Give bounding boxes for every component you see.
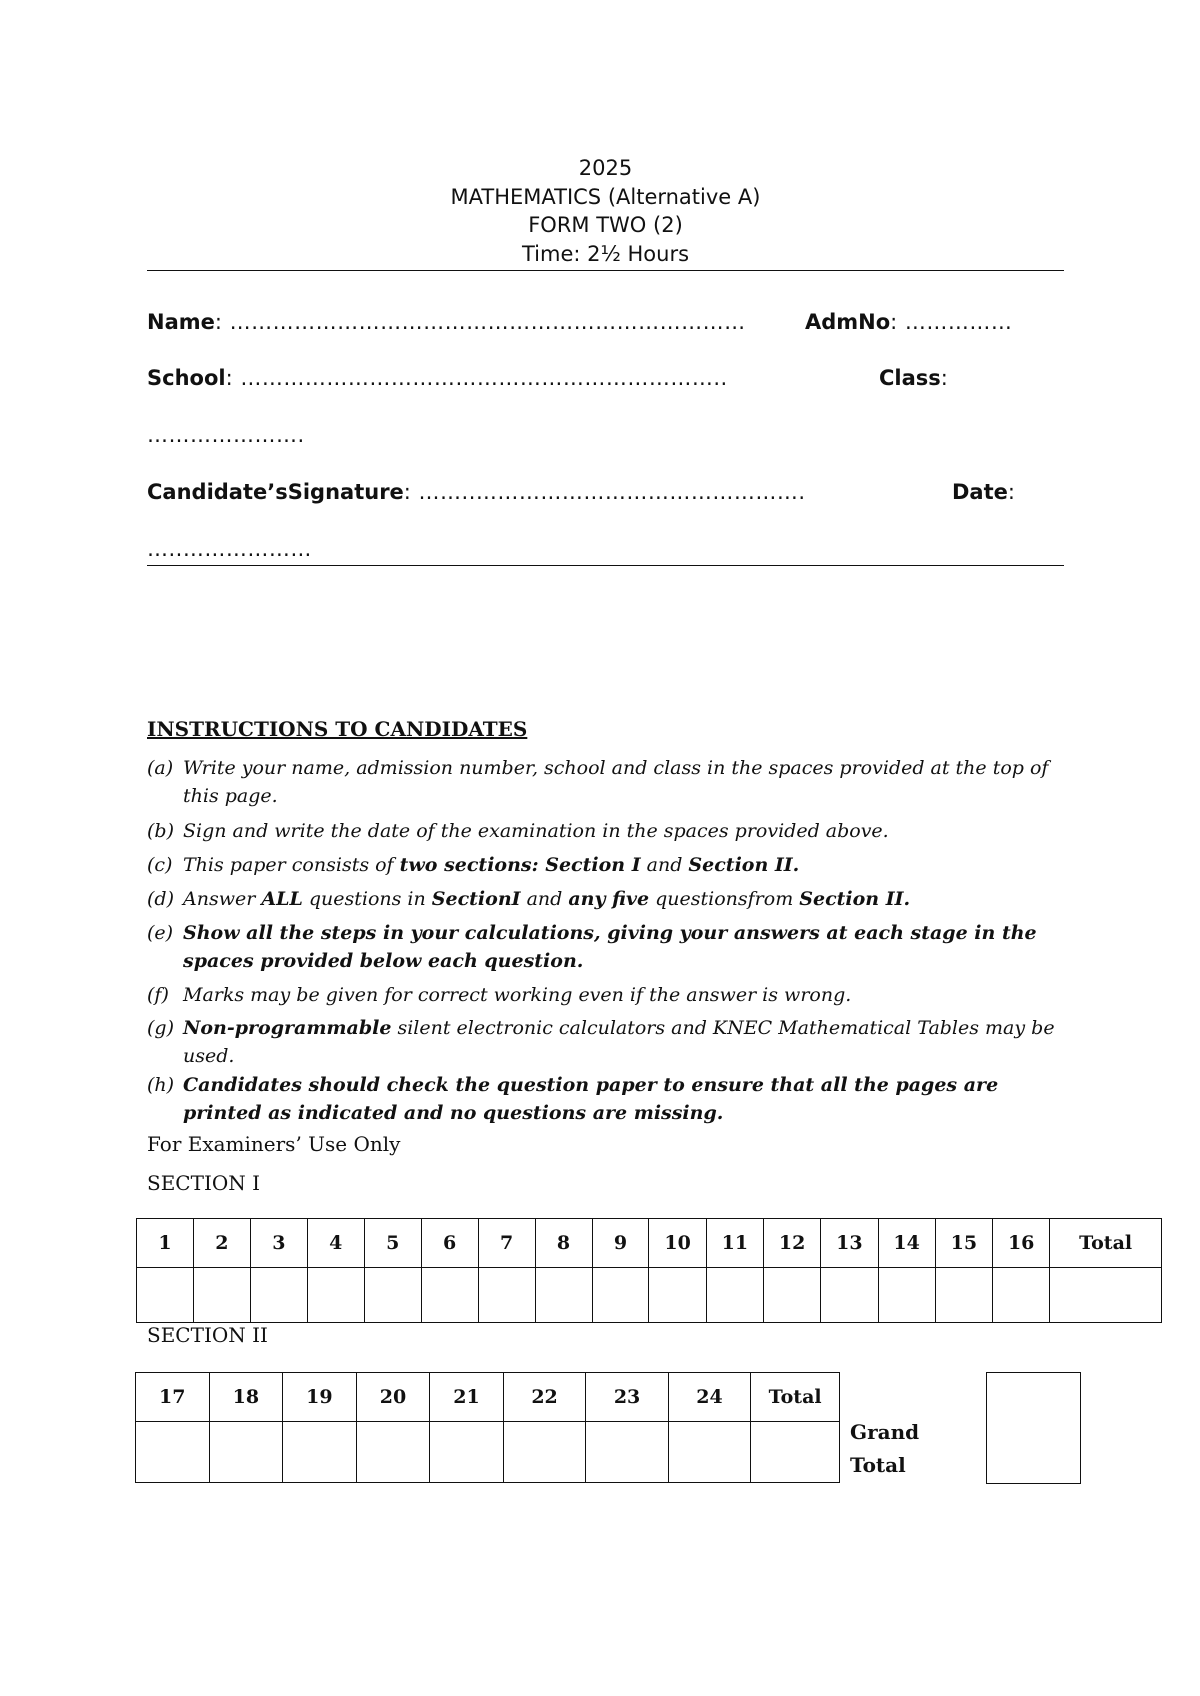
header-cell: 17 (136, 1373, 210, 1422)
exam-year: 2025 (578, 156, 633, 180)
signature-row (147, 480, 1064, 504)
class-field[interactable]: …………………. (147, 423, 305, 447)
score-cell[interactable] (503, 1422, 585, 1483)
class-label: Class (879, 366, 941, 390)
score-cell[interactable] (592, 1268, 649, 1323)
class-row (147, 423, 1064, 447)
exam-form: FORM TWO (2) (528, 213, 683, 237)
score-cell[interactable] (421, 1268, 478, 1323)
date-row (147, 537, 1064, 561)
header-cell: Total (1050, 1219, 1162, 1268)
school-row (147, 366, 1064, 390)
score-cell[interactable] (430, 1422, 504, 1483)
score-cell[interactable] (706, 1268, 763, 1323)
header-cell: 5 (364, 1219, 421, 1268)
date-label: Date (952, 480, 1008, 504)
instruction-e: (e) Show all the steps in your calculations, giving your answers at each stage in the spaces provided below each question. (147, 922, 1037, 972)
header-cell: 2 (193, 1219, 250, 1268)
header-cell: 15 (935, 1219, 992, 1268)
header-cell: 14 (878, 1219, 935, 1268)
score-cell[interactable] (283, 1422, 357, 1483)
score-cell[interactable] (193, 1268, 250, 1323)
grand-total-label: Grand Total (850, 1420, 920, 1477)
name-field[interactable]: : ……………………………………………………………… (214, 310, 746, 334)
instruction-c: (c) This paper consists of two sections: Section I and Section II. (147, 854, 800, 876)
section1-marks-table (136, 1218, 1162, 1323)
section2-title: SECTION II (147, 1323, 268, 1347)
section1-score-row (137, 1268, 1162, 1323)
header-cell: 7 (478, 1219, 535, 1268)
date-colon: : (1007, 480, 1015, 504)
score-cell[interactable] (136, 1422, 210, 1483)
header-cell: 10 (649, 1219, 706, 1268)
score-cell[interactable] (209, 1422, 283, 1483)
score-cell[interactable] (364, 1268, 421, 1323)
signature-field[interactable]: : ……..………………………………………. (403, 480, 806, 504)
instruction-a: (a) Write your name, admission number, school and class in the spaces provided at the top of this page. (147, 757, 1049, 807)
signature-label: Candidate’sSignature (147, 480, 404, 504)
school-label: School (147, 366, 226, 390)
header-cell: 6 (421, 1219, 478, 1268)
grand-total-box[interactable] (986, 1372, 1081, 1484)
section2-score-row (136, 1422, 840, 1483)
fields-divider (147, 565, 1064, 566)
instruction-d: (d) Answer ALL questions in SectionI and any five questionsfrom Section II. (147, 888, 911, 910)
score-cell[interactable] (478, 1268, 535, 1323)
header-cell: 16 (993, 1219, 1050, 1268)
instruction-g: (g) Non-programmable silent electronic calculators and KNEC Mathematical Tables may be used. (147, 1017, 1055, 1067)
score-cell[interactable] (137, 1268, 194, 1323)
section2-header-row (136, 1373, 840, 1422)
name-row (147, 310, 1064, 334)
header-cell: 20 (356, 1373, 430, 1422)
instruction-h: (h) Candidates should check the question paper to ensure that all the pages are printed as indicated and no questions are missing. (147, 1074, 999, 1124)
header-cell: 19 (283, 1373, 357, 1422)
header-cell: 11 (706, 1219, 763, 1268)
date-field[interactable]: …..……………… (147, 537, 312, 561)
header-cell: 24 (668, 1373, 750, 1422)
instruction-f: (f) Marks may be given for correct working even if the answer is wrong. (147, 984, 852, 1006)
school-field[interactable]: : ………………………………………………………….. (225, 366, 728, 390)
section1-header-row (137, 1219, 1162, 1268)
score-cell[interactable] (935, 1268, 992, 1323)
header-cell: 18 (209, 1373, 283, 1422)
score-cell[interactable] (878, 1268, 935, 1323)
section1-title: SECTION I (147, 1171, 260, 1195)
header-divider (147, 270, 1064, 271)
header-cell: 21 (430, 1373, 504, 1422)
score-cell[interactable] (586, 1422, 668, 1483)
admno-field[interactable]: : …………… (890, 310, 1013, 334)
score-cell[interactable] (751, 1422, 840, 1483)
header-cell: 9 (592, 1219, 649, 1268)
header-cell: Total (751, 1373, 840, 1422)
header-cell: 1 (137, 1219, 194, 1268)
score-cell[interactable] (250, 1268, 307, 1323)
score-cell[interactable] (993, 1268, 1050, 1323)
header-cell: 23 (586, 1373, 668, 1422)
score-cell[interactable] (668, 1422, 750, 1483)
admno-label: AdmNo (805, 310, 891, 334)
header-cell: 22 (503, 1373, 585, 1422)
examiners-title: For Examiners’ Use Only (147, 1132, 401, 1156)
header-cell: 12 (763, 1219, 820, 1268)
header-cell: 13 (821, 1219, 878, 1268)
section2-marks-table (135, 1372, 840, 1483)
name-label: Name (147, 310, 215, 334)
score-cell[interactable] (535, 1268, 592, 1323)
score-cell[interactable] (307, 1268, 364, 1323)
score-cell[interactable] (356, 1422, 430, 1483)
header-cell: 4 (307, 1219, 364, 1268)
header-cell: 8 (535, 1219, 592, 1268)
class-colon: : (940, 366, 948, 390)
score-cell[interactable] (763, 1268, 820, 1323)
exam-time: Time: 2½ Hours (521, 241, 690, 266)
exam-header (147, 154, 1064, 268)
instructions-title: INSTRUCTIONS TO CANDIDATES (147, 717, 528, 741)
header-cell: 3 (250, 1219, 307, 1268)
score-cell[interactable] (1050, 1268, 1162, 1323)
instruction-b: (b) Sign and write the date of the examination in the spaces provided above. (147, 820, 889, 842)
score-cell[interactable] (821, 1268, 878, 1323)
score-cell[interactable] (649, 1268, 706, 1323)
exam-subject: MATHEMATICS (Alternative A) (450, 184, 761, 209)
